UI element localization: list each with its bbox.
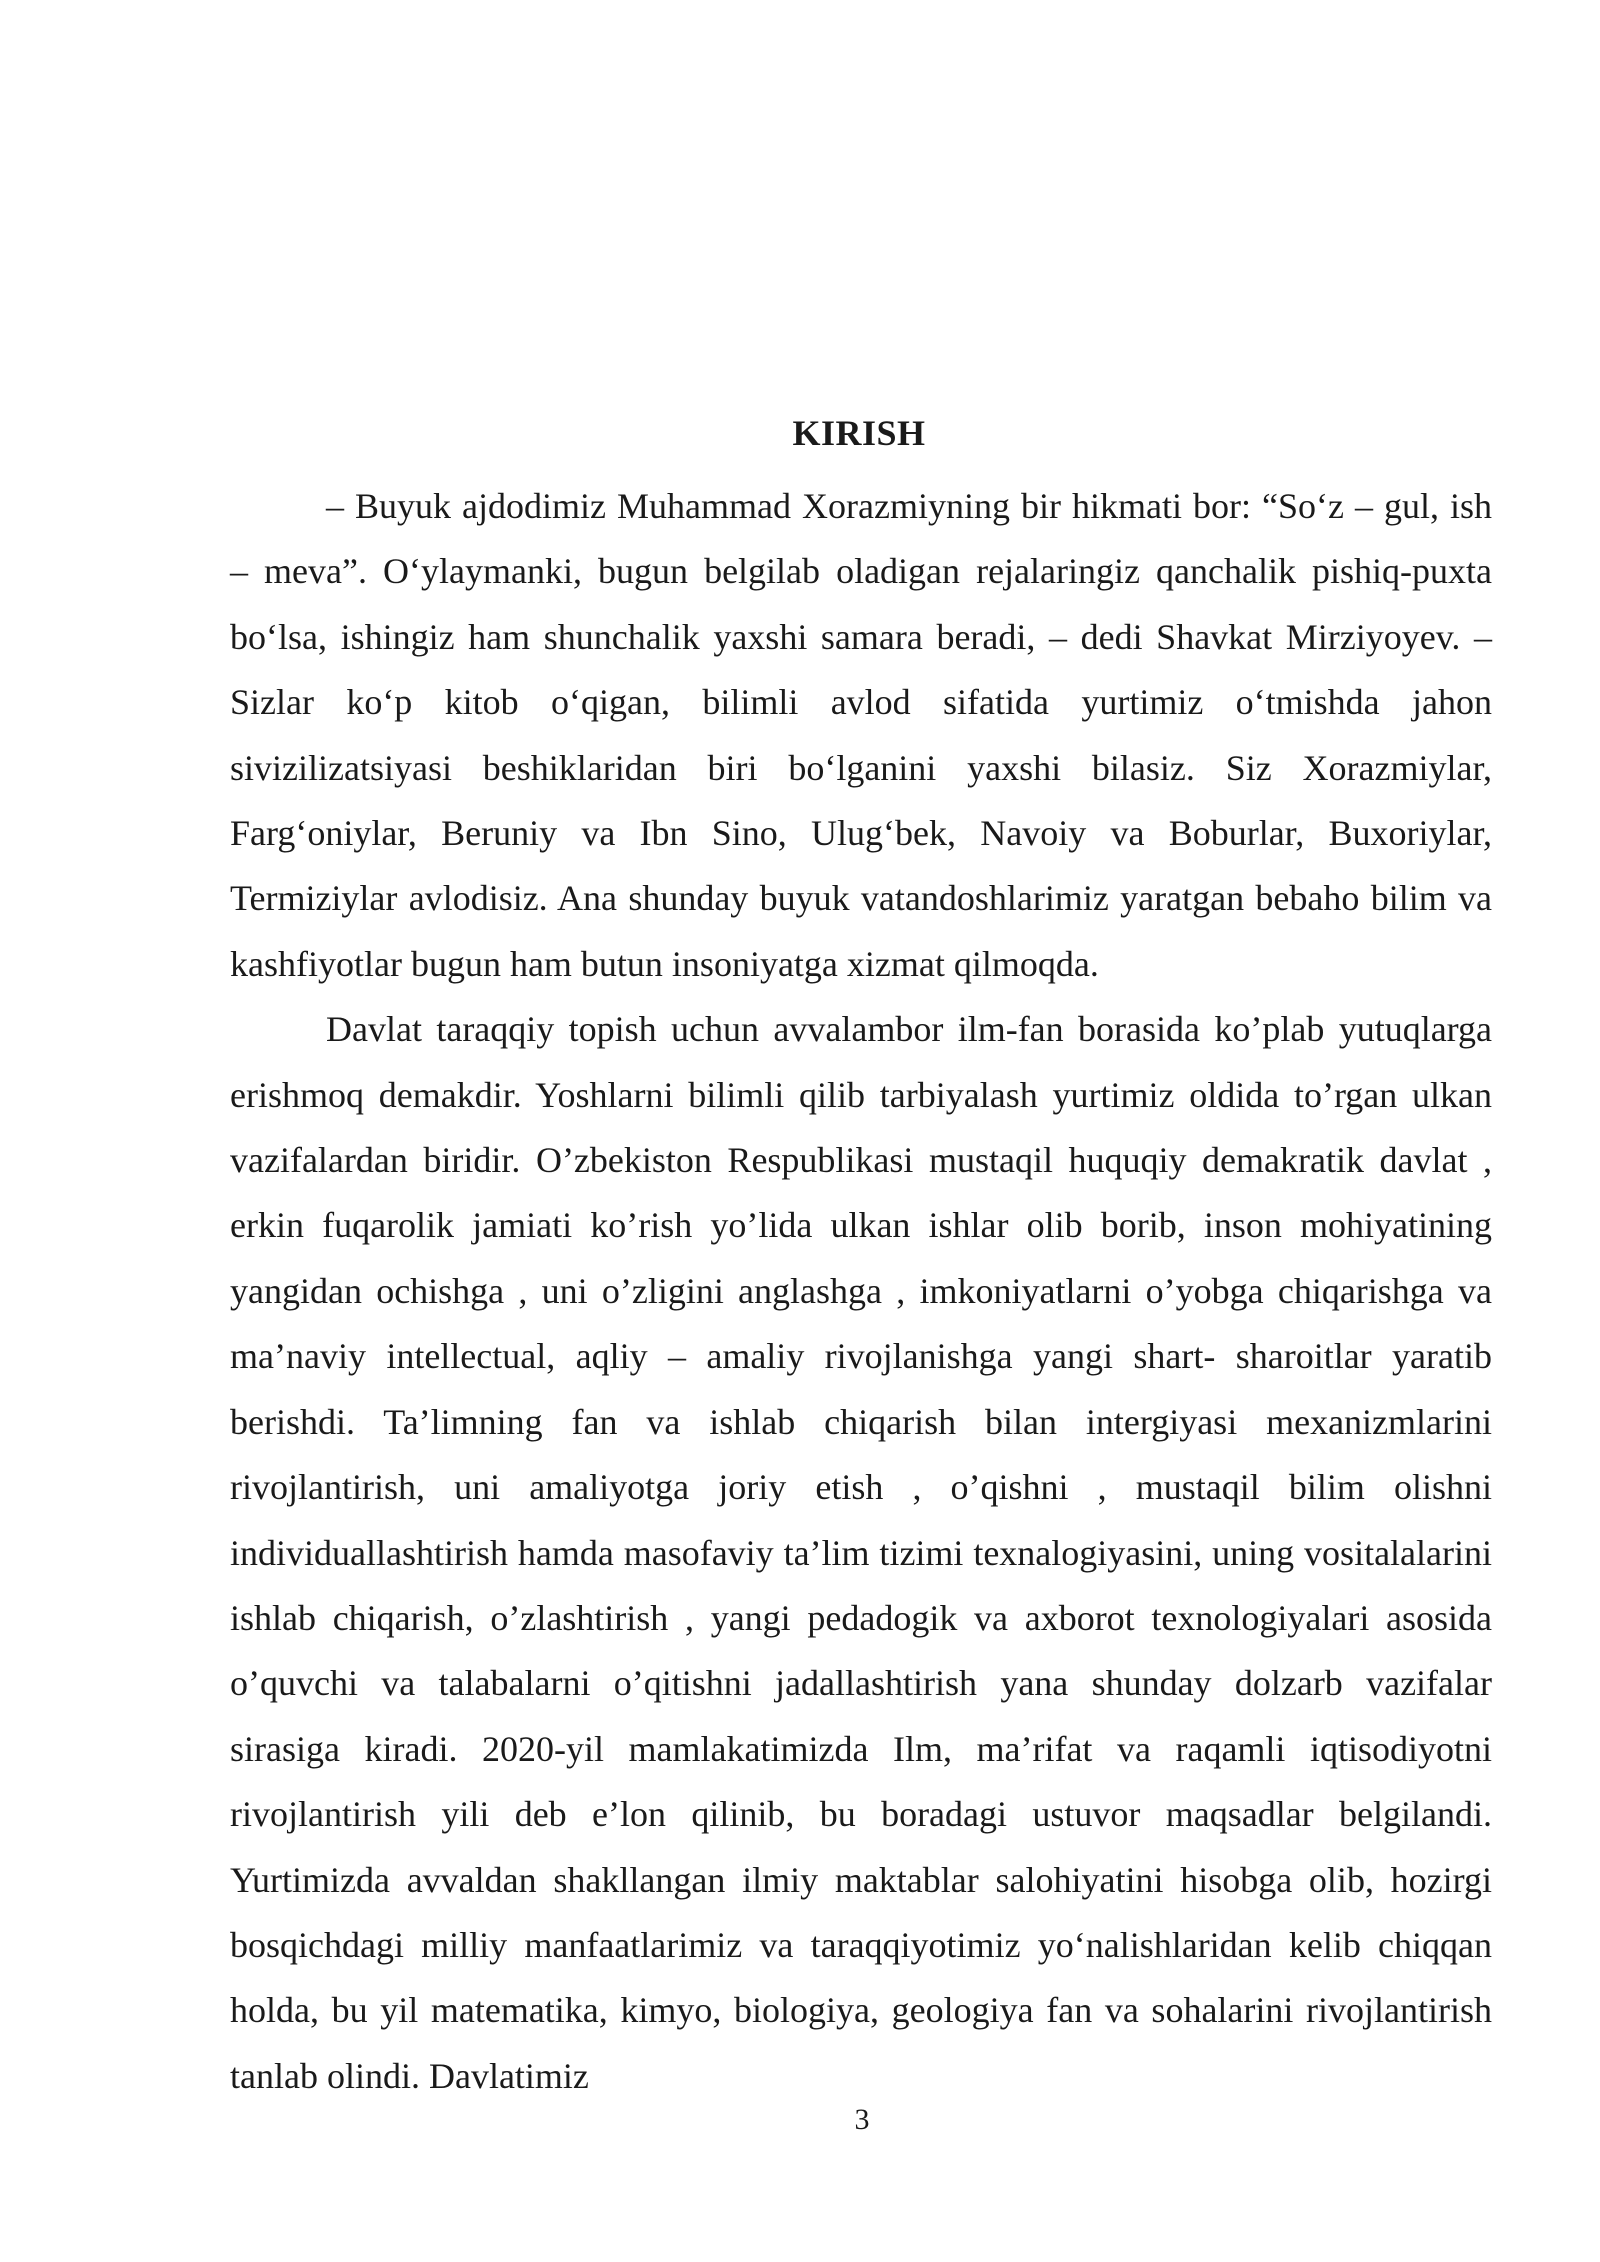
body-text xyxy=(230,474,1492,2109)
paragraph-development: Davlat taraqqiy topish uchun avvalambor ilm-fan borasida ko’plab yutuqlarga erishmoq demakdir. Yoshlarni bilimli qilib tarbiyalash yurtimiz oldida to’rgan ulkan vazifalardan biridir. O’zbekiston Respublikasi mustaqil huquqiy demakratik davlat , erkin fuqarolik jamiati ko’rish yo’lida ulkan ishlar olib borib, inson mohiyatining yangidan ochishga , uni o’zligini anglashga , imkoniyatlarni o’yobga chiqarishga va ma’naviy intellectual, aqliy – amaliy rivojlanishga yangi shart- sharoitlar yaratib berishdi. Ta’limning fan va ishlab chiqarish bilan intergiyasi mexanizmlarini rivojlantirish, uni amaliyotga joriy etish , o’qishni , mustaqil bilim olishni individuallashtirish hamda masofaviy ta’lim tizimi texnalogiyasini, uning vositalalarini ishlab chiqarish, o’zlashtirish , yangi pedadogik va axborot texnologiyalari asosida o’quvchi va talabalarni o’qitishni jadallashtirish yana shunday dolzarb vazifalar sirasiga kiradi. 2020-yil mamlakatimizda Ilm, ma’rifat va raqamli iqtisodiyotni rivojlantirish yili deb e’lon qilinib, bu boradagi ustuvor maqsadlar belgilandi. Yurtimizda avvaldan shakllangan ilmiy maktablar salohiyatini hisobga olib, hozirgi bosqichdagi milliy manfaatlarimiz va taraqqiyotimiz yo‘nalishlaridan kelib chiqqan holda, bu yil matematika, kimyo, biologiya, geologiya fan va sohalarini rivojlantirish tanlab olindi. Davlatimiz xyxy=(230,1009,1492,2096)
section-heading: KIRISH xyxy=(792,413,926,453)
paragraph-intro-quote: – Buyuk ajdodimiz Muhammad Xorazmiyning bir hikmati bor: “So‘z – gul, ish – meva”. O‘ylaymanki, bugun belgilab oladigan rejalaringiz qanchalik pishiq-puxta bo‘lsa, ishingiz ham shunchalik yaxshi samara beradi, – dedi Shavkat Mirziyoyev. – Sizlar ko‘p kitob o‘qigan, bilimli avlod sifatida yurtimiz o‘tmishda jahon sivizilizatsiyasi beshiklaridan biri bo‘lganini yaxshi bilasiz. Siz Xorazmiylar, Farg‘oniylar, Beruniy va Ibn Sino, Ulug‘bek, Navoiy va Boburlar, Buxoriylar, Termiziylar avlodisiz. Ana shunday buyuk vatandoshlarimiz yaratgan bebaho bilim va kashfiyotlar bugun ham butun insoniyatga xizmat qilmoqda. xyxy=(230,486,1492,984)
page-number: 3 xyxy=(854,2103,870,2136)
